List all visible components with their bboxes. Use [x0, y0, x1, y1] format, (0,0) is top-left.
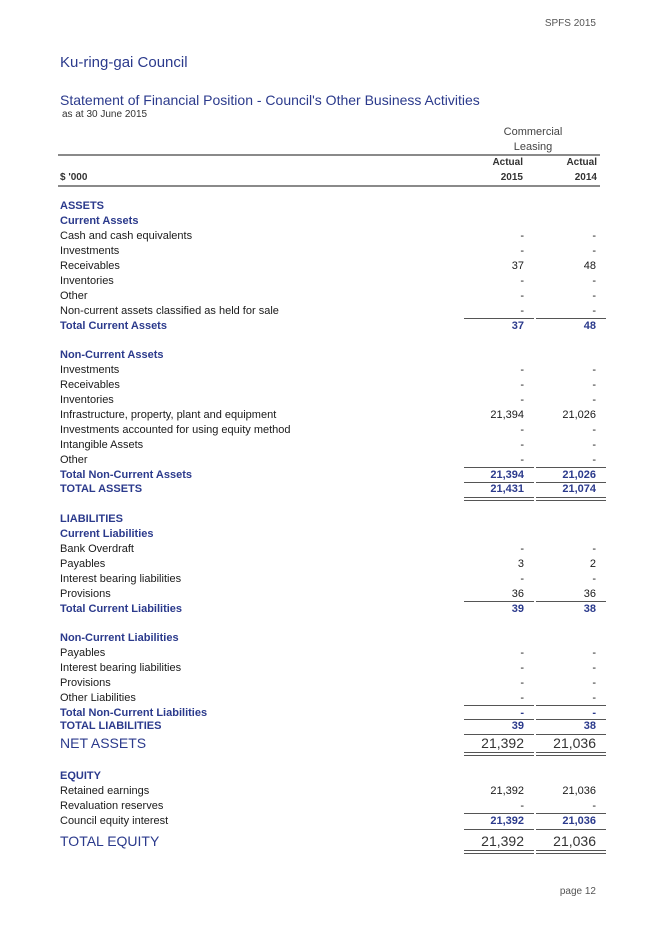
subsection-current-liabilities — [60, 527, 600, 542]
total-row — [60, 719, 600, 734]
value-2015: 21,392 — [481, 833, 524, 849]
subsection-current-assets — [60, 214, 600, 229]
row-label: Inventories — [60, 275, 114, 287]
value-2014: 21,036 — [562, 785, 596, 797]
col1-header-top: Actual — [492, 157, 523, 168]
net-assets-row — [60, 734, 600, 752]
value-2014: - — [592, 364, 596, 376]
value-2015: - — [520, 662, 524, 674]
value-2014: 48 — [583, 320, 596, 332]
value-2014: - — [592, 394, 596, 406]
value-2015: 36 — [511, 588, 524, 600]
table-row — [60, 229, 600, 244]
table-row — [60, 304, 600, 319]
table-row — [60, 557, 600, 572]
table-row — [60, 289, 600, 304]
value-2015: 39 — [511, 603, 524, 615]
value-2015: 39 — [511, 720, 524, 732]
value-2015: - — [520, 230, 524, 242]
value-2015: - — [520, 305, 524, 317]
value-2014: 21,036 — [553, 833, 596, 849]
total-double-rule — [464, 850, 534, 854]
row-label: Payables — [60, 647, 106, 659]
value-2015: - — [520, 692, 524, 704]
value-2015: - — [520, 647, 524, 659]
value-2015: - — [520, 573, 524, 585]
row-label: Investments — [60, 245, 120, 257]
row-label: Total Current Liabilities — [60, 603, 183, 615]
row-label: TOTAL EQUITY — [60, 833, 160, 849]
value-2014: - — [592, 647, 596, 659]
table-row — [60, 363, 600, 378]
value-2015: 21,431 — [490, 483, 524, 495]
value-2014: 21,036 — [562, 815, 596, 827]
row-label: EQUITY — [60, 770, 101, 782]
value-2015: 21,392 — [481, 735, 524, 751]
row-label: Council equity interest — [60, 815, 169, 827]
row-label: Cash and cash equivalents — [60, 230, 193, 242]
value-2014: - — [592, 707, 596, 719]
value-2014: - — [592, 379, 596, 391]
statement-title: Statement of Financial Position - Council's Other Business Activities — [60, 92, 480, 108]
value-2015: - — [520, 707, 524, 719]
value-2014: - — [592, 573, 596, 585]
row-label: Non-current assets classified as held for sale — [60, 305, 279, 317]
value-2014: - — [592, 662, 596, 674]
table-row — [60, 814, 600, 829]
header-rule-bottom — [58, 185, 600, 187]
value-2014: - — [592, 692, 596, 704]
value-2014: - — [592, 230, 596, 242]
value-2014: - — [592, 305, 596, 317]
value-2014: - — [592, 800, 596, 812]
value-2015: - — [520, 245, 524, 257]
value-2014: 21,026 — [562, 469, 596, 481]
row-label: Receivables — [60, 379, 120, 391]
table-row — [60, 691, 600, 706]
council-name: Ku-ring-gai Council — [60, 54, 188, 71]
doc-ref: SPFS 2015 — [544, 18, 596, 29]
value-2014: 38 — [583, 720, 596, 732]
value-2014: 36 — [583, 588, 596, 600]
value-2014: 21,036 — [553, 735, 596, 751]
value-2014: 2 — [589, 558, 596, 570]
table-row — [60, 572, 600, 587]
total-double-rule — [536, 752, 606, 756]
total-row — [60, 602, 600, 617]
value-2014: - — [592, 424, 596, 436]
col2-header-year: 2014 — [574, 172, 597, 183]
section-liabilities — [60, 512, 600, 527]
row-label: LIABILITIES — [60, 513, 123, 525]
row-label: TOTAL LIABILITIES — [60, 720, 162, 732]
table-row — [60, 453, 600, 468]
row-label: Other — [60, 454, 88, 466]
row-label: Interest bearing liabilities — [60, 573, 182, 585]
total-double-rule — [536, 850, 606, 854]
value-2015: - — [520, 394, 524, 406]
row-label: Interest bearing liabilities — [60, 662, 182, 674]
row-label: Current Liabilities — [60, 528, 154, 540]
row-label: ASSETS — [60, 200, 105, 212]
row-label: Bank Overdraft — [60, 543, 134, 555]
value-2015: - — [520, 275, 524, 287]
value-2014: - — [592, 275, 596, 287]
row-label: Receivables — [60, 260, 120, 272]
value-2014: 21,074 — [562, 483, 596, 495]
row-label: NET ASSETS — [60, 735, 147, 751]
section-assets — [60, 199, 600, 214]
value-2015: - — [520, 379, 524, 391]
value-2015: 21,394 — [490, 409, 524, 421]
table-row — [60, 408, 600, 423]
table-row — [60, 393, 600, 408]
value-2015: - — [520, 677, 524, 689]
value-2015: 21,394 — [490, 469, 524, 481]
value-2015: - — [520, 800, 524, 812]
value-2014: 21,026 — [562, 409, 596, 421]
value-2014: - — [592, 677, 596, 689]
row-label: Provisions — [60, 677, 111, 689]
row-label: Total Current Assets — [60, 320, 167, 332]
value-2015: 21,392 — [490, 815, 524, 827]
row-label: Payables — [60, 558, 106, 570]
table-row — [60, 799, 600, 814]
section-equity — [60, 769, 600, 784]
value-2014: - — [592, 439, 596, 451]
value-2014: - — [592, 543, 596, 555]
page-number: page 12 — [559, 886, 596, 897]
value-2014: - — [592, 290, 596, 302]
total-double-rule — [536, 497, 606, 501]
row-label: Total Non-Current Liabilities — [60, 707, 208, 719]
subsection-non-current-liabilities — [60, 631, 600, 646]
value-2014: 38 — [583, 603, 596, 615]
table-row — [60, 676, 600, 691]
value-2015: - — [520, 364, 524, 376]
value-2015: - — [520, 543, 524, 555]
row-label: Infrastructure, property, plant and equipment — [60, 409, 277, 421]
row-label: Total Non-Current Assets — [60, 469, 193, 481]
value-2015: 37 — [511, 320, 524, 332]
table-row — [60, 244, 600, 259]
row-label: Intangible Assets — [60, 439, 144, 451]
table-row — [60, 661, 600, 676]
total-row — [60, 319, 600, 334]
subsection-non-current-assets — [60, 348, 600, 363]
row-label: Revaluation reserves — [60, 800, 164, 812]
column-group-label: Commercial Leasing — [503, 126, 563, 153]
value-2015: - — [520, 454, 524, 466]
value-2015: - — [520, 439, 524, 451]
col2-header-top: Actual — [566, 157, 597, 168]
value-2014: - — [592, 454, 596, 466]
value-2015: 3 — [517, 558, 524, 570]
row-label: Investments — [60, 364, 120, 376]
statement-subtitle: as at 30 June 2015 — [62, 109, 148, 120]
table-row — [60, 784, 600, 799]
row-label: Retained earnings — [60, 785, 150, 797]
row-label: TOTAL ASSETS — [60, 483, 143, 495]
row-label: Investments accounted for using equity method — [60, 424, 291, 436]
value-2014: - — [592, 245, 596, 257]
total-double-rule — [464, 752, 534, 756]
table-row — [60, 378, 600, 393]
row-label: Inventories — [60, 394, 114, 406]
header-rule-top — [58, 154, 600, 156]
row-label: Current Assets — [60, 215, 139, 227]
table-row — [60, 423, 600, 438]
subtotal-rule — [464, 829, 534, 830]
value-2015: - — [520, 290, 524, 302]
table-row — [60, 274, 600, 289]
total-equity-row — [60, 832, 600, 850]
table-row — [60, 259, 600, 274]
value-2015: - — [520, 424, 524, 436]
row-label: Provisions — [60, 588, 111, 600]
total-row — [60, 482, 600, 497]
value-2015: 21,392 — [490, 785, 524, 797]
subtotal-rule — [536, 829, 606, 830]
table-row — [60, 542, 600, 557]
table-row — [60, 438, 600, 453]
value-2015: 37 — [511, 260, 524, 272]
row-label: Other — [60, 290, 88, 302]
total-row — [60, 468, 600, 483]
row-label: Non-Current Assets — [60, 349, 164, 361]
row-label: Other Liabilities — [60, 692, 136, 704]
row-label: Non-Current Liabilities — [60, 632, 179, 644]
table-row — [60, 587, 600, 602]
value-2014: 48 — [583, 260, 596, 272]
total-double-rule — [464, 497, 534, 501]
col1-header-year: 2015 — [500, 172, 523, 183]
table-row — [60, 646, 600, 661]
unit-label: $ '000 — [60, 172, 88, 183]
